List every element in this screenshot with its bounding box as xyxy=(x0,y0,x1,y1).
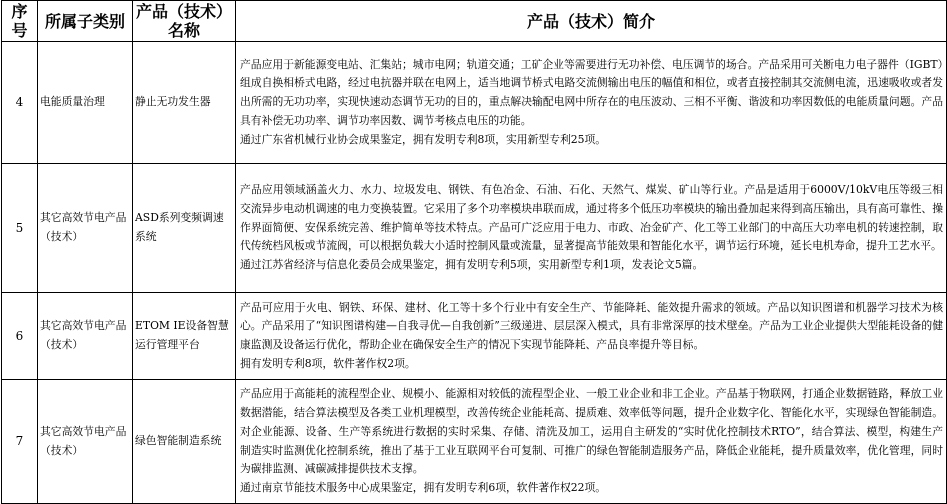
certification-text: 通过南京节能技术服务中心成果鉴定，拥有发明专利6项，软件著作权22项。 xyxy=(240,480,607,494)
certification-text: 通过江苏省经济与信息化委员会成果鉴定，拥有发明专利5项，实用新型专利1项，发表论文5篇。 xyxy=(240,258,704,272)
row-category: 其它高效节电产品（技术） xyxy=(38,164,133,293)
table-row xyxy=(2,164,947,293)
row-seq: 7 xyxy=(2,380,38,504)
certification-text: 通过广东省机械行业协会成果鉴定，拥有发明专利8项，实用新型专利25项。 xyxy=(240,132,607,146)
row-name: 绿色智能制造系统 xyxy=(133,380,236,504)
row-seq: 6 xyxy=(2,293,38,380)
table-row xyxy=(2,293,947,380)
row-name: 静止无功发生器 xyxy=(133,42,236,164)
row-description xyxy=(236,164,947,293)
description-text: 产品应用于新能源变电站、汇集站；城市电网；轨道交通；工矿企业等需要进行无功补偿、电压调节的场合。产品采用可关断电力电子器件（IGBT）组成自换相桥式电路，经过电抗器并联在电网上，适当地调节桥式电路交流侧输出电压的幅值和相位，或者直接控制其交流侧电流，迅速吸收或者发出所需的无功功率，实现快速动态调节无功的目的，重点解决输配电网中所存在的电压波动、三相不平衡、谐波和功率因数低的电能质量问题。产品具有补偿无功功率、调节功率因数、调节考核点电压的功能。 xyxy=(240,57,943,127)
table-row xyxy=(2,380,947,504)
header-row xyxy=(2,1,947,42)
row-category: 其它高效节电产品（技术） xyxy=(38,380,133,504)
row-name: ETOM IE设备智慧运行管理平台 xyxy=(133,293,236,380)
row-description xyxy=(236,380,947,504)
certification-text: 拥有发明专利8项，软件著作权2项。 xyxy=(240,356,416,370)
description-text: 产品应用于高能耗的流程型企业、规模小、能源相对较低的流程型企业、一般工业企业和非工企业。产品基于物联网，打通企业数据链路，释放工业数据潜能，结合算法模型及各类工业机理模型，改善传统企业能耗高、提质难、效率低等问题，提升企业数字化、智能化水平，实现绿色智能制造。对企业能源、设备、生产等系统进行数据的实时采集、存储、清洗及加工，运用自主研发的“实时优化控制技术RTO”，结合算法、模型，构建生产制造实时监测优化控制系统，推出了基于工业互联网平台可复制、可推广的绿色智能制造服务产品，降低企业能耗，提升质量效率，优化管理，同时为碳排监测、减碳减排提供技术支撑。 xyxy=(240,387,943,476)
header-category: 所属子类别 xyxy=(38,1,133,42)
row-description xyxy=(236,42,947,164)
row-seq: 4 xyxy=(2,42,38,164)
row-category: 电能质量治理 xyxy=(38,42,133,164)
description-text: 产品应用领域涵盖火力、水力、垃圾发电、钢铁、有色冶金、石油、石化、天然气、煤炭、矿山等行业。产品是适用于6000V/10kV电压等级三相交流异步电动机调速的电力变换装置。它采用了多个功率模块串联而成，通过将多个低压功率模块的输出叠加起来得到高压输出，具有高可靠性、操作界面简便、安保系统完善、维护简单等技术特点。产品可广泛应用于电力、市政、冶金矿产、化工等工业部门的中高压大功率电机的转速控制，取代传统档风板或节流阀，可以根据负载大小适时控制风量或流量，显著提高节能效果和智能化水平，调节运行环境，延长电机寿命，提升工艺水平。 xyxy=(240,183,943,253)
row-description xyxy=(236,293,947,380)
header-seq: 序号 xyxy=(2,1,38,42)
table-row xyxy=(2,42,947,164)
description-text: 产品可应用于火电、钢铁、环保、建材、化工等十多个行业中有安全生产、节能降耗、能效提升需求的领域。产品以知识图谱和机器学习技术为核心。产品采用了“知识图谱构建—自我寻优—自我创新”三级递进、层层深入模式，具有非常深厚的技术壁垒。产品为工业企业提供大型能耗设备的健康监测及设备运行优化，帮助企业在确保安全生产的情况下实现节能降耗、产品良率提升等目标。 xyxy=(240,300,943,351)
row-category: 其它高效节电产品（技术） xyxy=(38,293,133,380)
product-table xyxy=(1,0,947,504)
row-seq: 5 xyxy=(2,164,38,293)
header-name: 产品（技术）名称 xyxy=(133,1,236,42)
header-description: 产品（技术）简介 xyxy=(236,1,947,42)
row-name: ASD系列变频调速系统 xyxy=(133,164,236,293)
